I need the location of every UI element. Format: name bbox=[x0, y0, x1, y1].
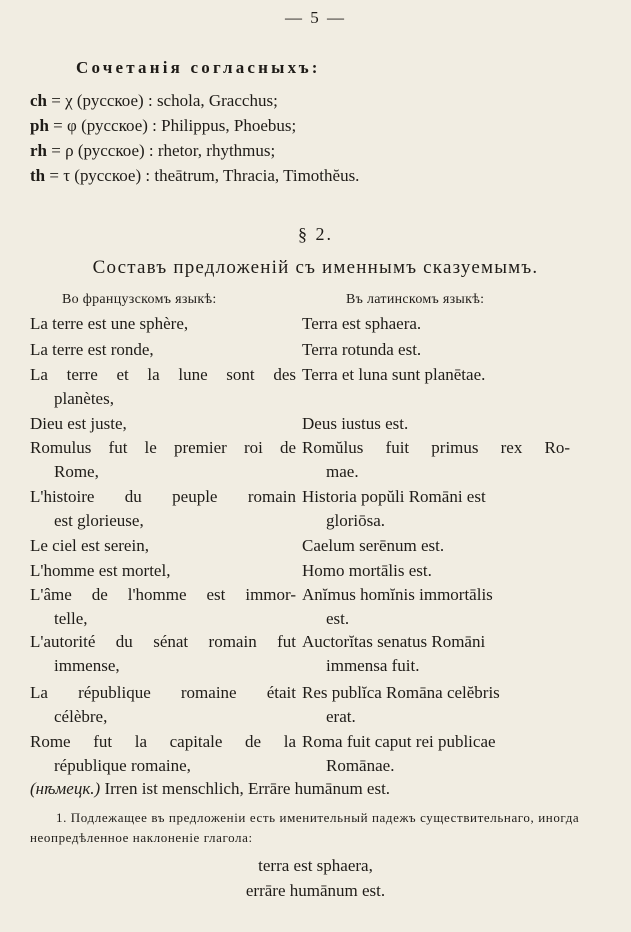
french-line: est glorieuse, bbox=[54, 511, 144, 530]
example-line: terra est sphaera, bbox=[258, 856, 373, 875]
latin-line: est. bbox=[326, 609, 350, 628]
consonant-combo: th bbox=[30, 166, 46, 185]
french-line: Le ciel est serein, bbox=[30, 536, 149, 555]
french-line: L'autorité du sénat romain fut bbox=[30, 632, 296, 651]
latin-line: Terra est sphaera. bbox=[302, 314, 422, 333]
french-column-header: Во французскомъ языкѣ: bbox=[62, 292, 217, 307]
latin-line: Homo mortālis est. bbox=[302, 561, 432, 580]
consonant-rule: = τ (русское) : theātrum, Thracia, Timothĕus. bbox=[45, 166, 360, 185]
page-number: — 5 — bbox=[285, 8, 346, 27]
german-example bbox=[30, 779, 390, 799]
section-title: Составъ предложеній съ именнымъ сказуемымъ. bbox=[92, 257, 539, 278]
french-line: L'âme de l'homme est immor- bbox=[30, 585, 296, 604]
latin-line: Res publĭca Romāna celĕbris bbox=[302, 683, 500, 702]
footnote: 1. Подлежащее въ предложеніи есть именительный падежъ существительнаго, иногда неопредѣленное наклоненіе глагола: bbox=[30, 810, 580, 845]
section-number: § 2. bbox=[298, 224, 333, 244]
consonant-row bbox=[30, 141, 275, 161]
consonant-rule: = φ (русское) : Philippus, Phoebus; bbox=[48, 116, 297, 135]
consonant-row bbox=[30, 91, 278, 111]
french-line: Rome, bbox=[54, 462, 99, 481]
latin-column-header: Въ латинскомъ языкѣ: bbox=[346, 292, 485, 307]
latin-line: Deus iustus est. bbox=[302, 414, 409, 433]
consonant-row bbox=[30, 166, 359, 186]
latin-line: mae. bbox=[326, 462, 359, 481]
latin-line: Romānae. bbox=[326, 756, 395, 775]
french-line: planètes, bbox=[54, 389, 114, 408]
french-line: L'histoire du peuple romain bbox=[30, 487, 296, 506]
french-line: telle, bbox=[54, 609, 88, 628]
latin-line: erat. bbox=[326, 707, 356, 726]
consonant-combo: rh bbox=[30, 141, 47, 160]
consonant-rule: = ρ (русское) : rhetor, rhythmus; bbox=[47, 141, 276, 160]
consonant-combo: ph bbox=[30, 116, 49, 135]
consonants-heading: Сочетанія согласныхъ: bbox=[76, 58, 321, 77]
example-line: errāre humānum est. bbox=[245, 881, 386, 900]
german-label: (нѣмецк.) bbox=[30, 779, 101, 798]
consonant-row bbox=[30, 116, 296, 136]
french-line: La terre est une sphère, bbox=[30, 314, 189, 333]
french-line: L'homme est mortel, bbox=[30, 561, 171, 580]
latin-line: Auctorĭtas senatus Romāni bbox=[302, 632, 486, 651]
french-line: La terre est ronde, bbox=[30, 340, 154, 359]
french-line: immense, bbox=[54, 656, 120, 675]
french-line: La république romaine était bbox=[30, 683, 296, 702]
german-text: Irren ist menschlich, Errāre humānum est. bbox=[100, 779, 391, 798]
french-line: Romulus fut le premier roi de bbox=[30, 438, 296, 457]
latin-line: Anĭmus homĭnis immortālis bbox=[302, 585, 493, 604]
latin-line: Roma fuit caput rei publicae bbox=[302, 732, 496, 751]
latin-line: Caelum serēnum est. bbox=[302, 536, 445, 555]
latin-line: immensa fuit. bbox=[326, 656, 420, 675]
latin-line: gloriōsa. bbox=[326, 511, 386, 530]
latin-line: Terra et luna sunt planētae. bbox=[302, 365, 486, 384]
latin-line: Romŭlus fuit primus rex Ro- bbox=[302, 438, 570, 457]
consonant-rule: = χ (русское) : schola, Gracchus; bbox=[47, 91, 278, 110]
french-line: Dieu est juste, bbox=[30, 414, 127, 433]
consonant-combo: ch bbox=[30, 91, 47, 110]
french-line: célèbre, bbox=[54, 707, 108, 726]
french-line: Rome fut la capitale de la bbox=[30, 732, 296, 751]
latin-line: Terra rotunda est. bbox=[302, 340, 422, 359]
latin-line: Historia popŭli Romāni est bbox=[302, 487, 486, 506]
french-line: république romaine, bbox=[54, 756, 191, 775]
french-line: La terre et la lune sont des bbox=[30, 365, 296, 384]
